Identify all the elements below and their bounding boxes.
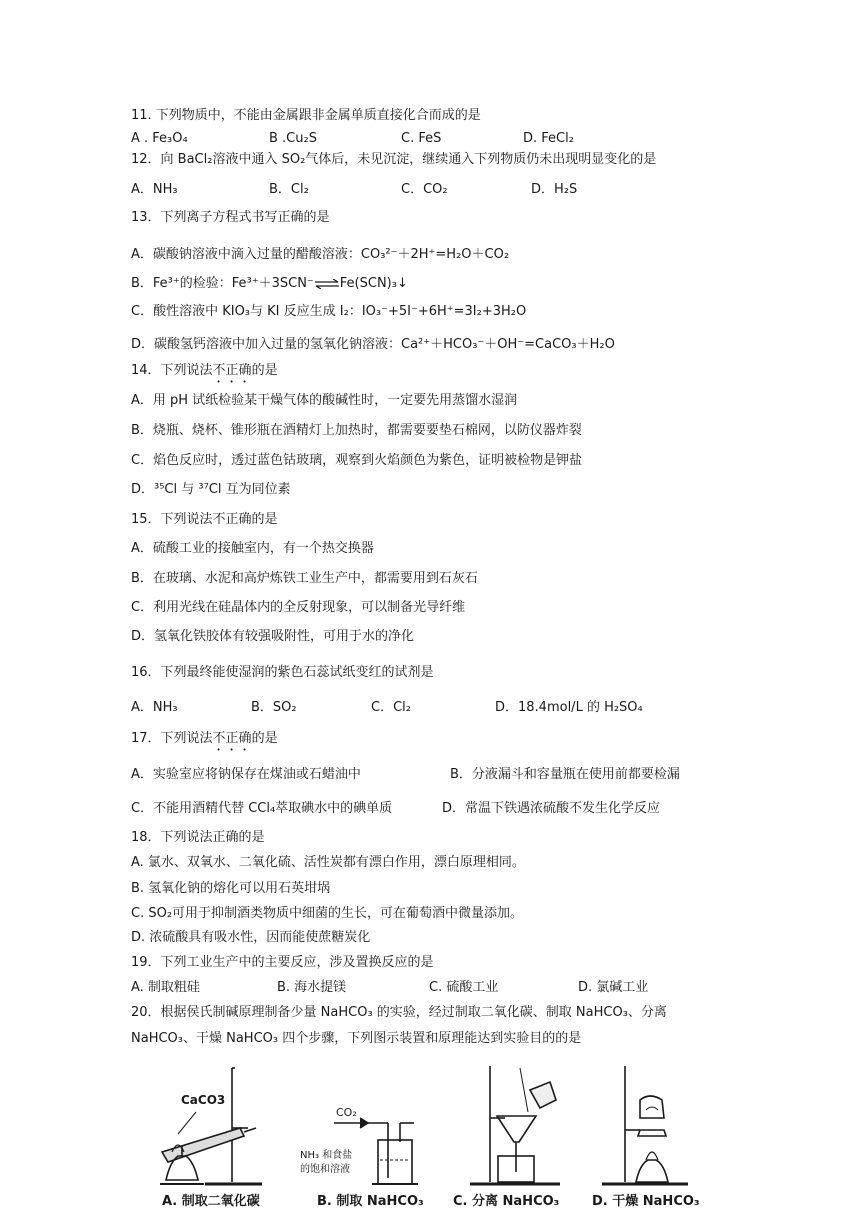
q17-stem-post: 的是 bbox=[251, 731, 278, 746]
q17-option-d: D．常温下铁遇浓硫酸不发生化学反应 bbox=[442, 801, 661, 816]
q18-option-a: A. 氯水、双氧水、二氧化硫、活性炭都有漂白作用，漂白原理相同。 bbox=[131, 855, 525, 870]
q17-option-a: A．实验室应将钠保存在煤油或石蜡油中 bbox=[131, 767, 361, 782]
q11-option-d: D. FeCl₂ bbox=[523, 131, 574, 146]
q14-stem bbox=[131, 362, 278, 386]
q13-option-d: D．碳酸氢钙溶液中加入过量的氢氧化钠溶液：Ca²⁺＋HCO₃⁻＋OH⁻=CaCO₃＋H₂O bbox=[131, 337, 615, 352]
q19-option-c: C. 硫酸工业 bbox=[429, 980, 499, 995]
q20-stem-line2: NaHCO₃、干燥 NaHCO₃ 四个步骤，下列图示装置和原理能达到实验目的的是 bbox=[131, 1031, 582, 1046]
label-co2: CO₂ bbox=[336, 1106, 357, 1119]
q20-stem-line1: 20．根据侯氏制碱原理制备少量 NaHCO₃ 的实验，经过制取二氧化碳、制取 NaHCO₃、分离 bbox=[131, 1005, 667, 1020]
q14-stem-post: 的是 bbox=[251, 363, 278, 378]
q12-stem: 12．向 BaCl₂溶液中通入 SO₂气体后，未见沉淀，继续通入下列物质仍未出现明显变化的是 bbox=[131, 152, 657, 167]
q17-option-b: B．分液漏斗和容量瓶在使用前都要检漏 bbox=[450, 767, 680, 782]
q16-option-a: A．NH₃ bbox=[131, 700, 178, 715]
label-nh3-line2: 的饱和溶液 bbox=[300, 1164, 350, 1175]
q18-option-c: C. SO₂可用于抑制酒类物质中细菌的生长，可在葡萄酒中微量添加。 bbox=[131, 906, 524, 921]
q11-option-c: C. FeS bbox=[401, 131, 442, 146]
q13-option-b-lhs: B．Fe³⁺的检验：Fe³⁺＋3SCN⁻ bbox=[131, 276, 314, 291]
q14-option-b: B．烧瓶、烧杯、锥形瓶在酒精灯上加热时，都需要要垫石棉网，以防仪器炸裂 bbox=[131, 423, 582, 438]
q11-stem: 11. 下列物质中，不能由金属跟非金属单质直接化合而成的是 bbox=[131, 108, 481, 123]
apparatus-figure bbox=[0, 1060, 860, 1216]
q15-option-c: C．利用光线在硅晶体内的全反射现象，可以制备光导纤维 bbox=[131, 600, 466, 615]
q13-stem: 13．下列离子方程式书写正确的是 bbox=[131, 210, 330, 225]
q15-option-d: D．氢氧化铁胶体有较强吸附性，可用于水的净化 bbox=[131, 629, 415, 644]
q16-option-c: C．Cl₂ bbox=[371, 700, 411, 715]
q16-option-d: D．18.4mol/L 的 H₂SO₄ bbox=[495, 700, 643, 715]
q11-option-b: B .Cu₂S bbox=[269, 131, 317, 146]
q18-option-b: B. 氢氧化钠的熔化可以用石英坩埚 bbox=[131, 881, 331, 896]
apparatus-a-diagram bbox=[160, 1068, 262, 1184]
q19-option-b: B. 海水提镁 bbox=[277, 980, 347, 995]
q12-option-c: C．CO₂ bbox=[401, 182, 448, 197]
q12-option-d: D．H₂S bbox=[531, 182, 578, 197]
q11-option-a: A . Fe₃O₄ bbox=[131, 131, 188, 146]
q13-option-a: A．碳酸钠溶液中滴入过量的醋酸溶液：CO₃²⁻＋2H⁺=H₂O＋CO₂ bbox=[131, 247, 510, 262]
q15-option-b: B．在玻璃、水泥和高炉炼铁工业生产中，都需要用到石灰石 bbox=[131, 571, 478, 586]
equilibrium-arrow-icon bbox=[314, 279, 340, 289]
q17-option-c: C．不能用酒精代替 CCl₄萃取碘水中的碘单质 bbox=[131, 801, 393, 816]
caption-d: D. 干燥 NaHCO₃ bbox=[592, 1194, 700, 1209]
label-caco3: CaCO3 bbox=[181, 1093, 226, 1107]
q16-option-b: B．SO₂ bbox=[251, 700, 297, 715]
q14-stem-pre: 14．下列说法 bbox=[131, 363, 213, 378]
label-nh3-line1: NH₃ 和食盐 bbox=[300, 1150, 353, 1161]
q18-option-d: D. 浓硫酸具有吸水性，因而能使蔗糖炭化 bbox=[131, 930, 371, 945]
q15-stem: 15．下列说法不正确的是 bbox=[131, 512, 278, 527]
q17-stem bbox=[131, 730, 278, 754]
q14-option-a: A．用 pH 试纸检验某干燥气体的酸碱性时，一定要先用蒸馏水湿润 bbox=[131, 393, 518, 408]
q17-stem-pre: 17．下列说法 bbox=[131, 731, 213, 746]
q14-option-c: C．焰色反应时，透过蓝色钴玻璃，观察到火焰颜色为紫色，证明被检物是钾盐 bbox=[131, 453, 583, 468]
caption-c: C. 分离 NaHCO₃ bbox=[453, 1194, 560, 1209]
q17-stem-emphasis: 不正确 bbox=[212, 731, 252, 746]
q12-option-a: A．NH₃ bbox=[131, 182, 178, 197]
q18-stem: 18．下列说法正确的是 bbox=[131, 830, 265, 845]
caption-a: A. 制取二氧化碳 bbox=[162, 1194, 260, 1209]
q19-stem: 19．下列工业生产中的主要反应，涉及置换反应的是 bbox=[131, 955, 434, 970]
caption-b: B. 制取 NaHCO₃ bbox=[317, 1194, 424, 1209]
q13-option-c: C．酸性溶液中 KIO₃与 KI 反应生成 I₂：IO₃⁻+5I⁻+6H⁺=3I₂+3H₂O bbox=[131, 304, 527, 319]
q19-option-a: A. 制取粗硅 bbox=[131, 980, 200, 995]
q13-option-b-rhs: Fe(SCN)₃↓ bbox=[339, 276, 408, 291]
apparatus-d-diagram bbox=[602, 1066, 688, 1184]
q19-option-d: D. 氯碱工业 bbox=[578, 980, 649, 995]
q13-option-b bbox=[131, 275, 408, 293]
q14-stem-emphasis: 不正确 bbox=[212, 363, 252, 378]
q12-option-b: B．Cl₂ bbox=[269, 182, 309, 197]
q14-option-d: D．³⁵Cl 与 ³⁷Cl 互为同位素 bbox=[131, 482, 291, 497]
q15-option-a: A．硫酸工业的接触室内，有一个热交换器 bbox=[131, 541, 374, 556]
q16-stem: 16．下列最终能使湿润的紫色石蕊试纸变红的试剂是 bbox=[131, 665, 434, 680]
apparatus-c-diagram bbox=[470, 1066, 560, 1184]
